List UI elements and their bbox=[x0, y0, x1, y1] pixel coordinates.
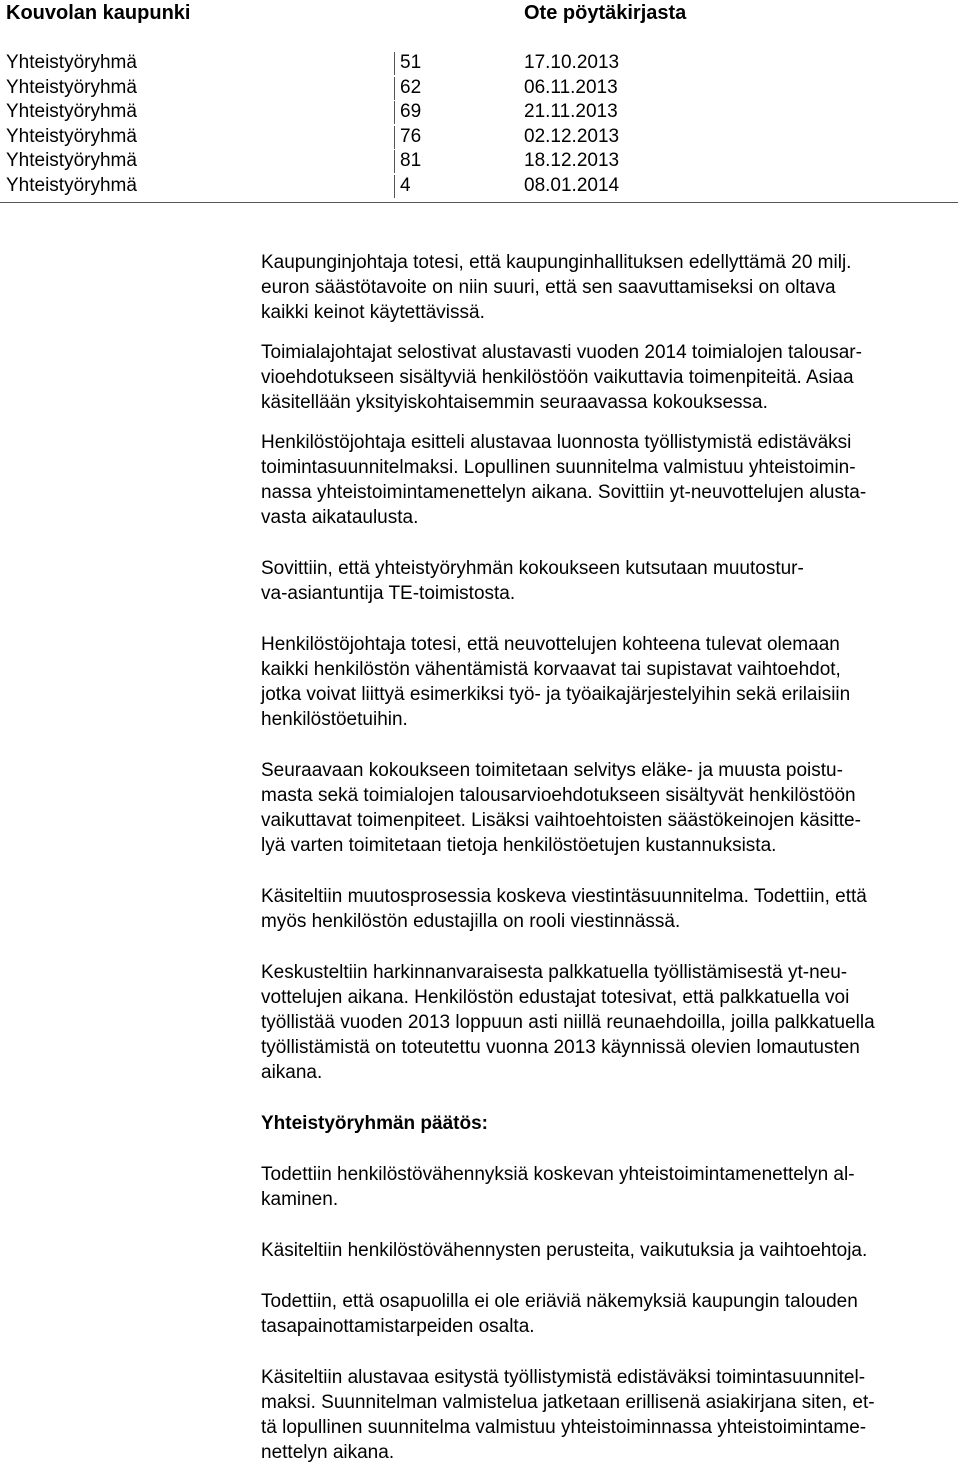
paragraph: Henkilöstöjohtaja esitteli alustavaa luonnosta työllistymistä edistäväksi toimintasuunnitelmaksi. Lopullinen suunnitelma valmistuu yhteistoimin- nassa yhteistoimintamenettelyn aikana. Sovittiin yt-neuvottelujen alusta- vasta aikataulusta. bbox=[261, 432, 867, 528]
meeting-row bbox=[0, 51, 960, 76]
meeting-number: 76 bbox=[397, 125, 421, 150]
meeting-row bbox=[0, 125, 960, 150]
meeting-date: 06.11.2013 bbox=[524, 76, 618, 98]
meeting-group: Yhteistyöryhmä bbox=[6, 76, 137, 98]
decision-paragraph: Käsiteltiin henkilöstövähennysten perusteita, vaikutuksia ja vaihtoehtoja. bbox=[261, 1240, 868, 1261]
meeting-row bbox=[0, 149, 960, 174]
meeting-list-divider bbox=[0, 202, 958, 203]
meeting-row bbox=[0, 76, 960, 101]
meeting-date: 02.12.2013 bbox=[524, 125, 620, 147]
meeting-group: Yhteistyöryhmä bbox=[6, 52, 137, 73]
meeting-date: 08.01.2014 bbox=[524, 174, 620, 196]
decision-heading: Yhteistyöryhmän päätös: bbox=[261, 1113, 488, 1134]
meeting-group: Yhteistyöryhmä bbox=[6, 125, 137, 147]
meeting-date: 18.12.2013 bbox=[524, 150, 620, 172]
minutes-body bbox=[261, 250, 960, 1465]
meeting-group: Yhteistyöryhmä bbox=[6, 101, 137, 123]
meeting-row bbox=[0, 174, 960, 199]
decision-paragraph: Todettiin henkilöstövähennyksiä koskevan yhteistoimintamenettelyn al- kaminen. bbox=[261, 1164, 855, 1210]
meeting-group: Yhteistyöryhmä bbox=[6, 174, 137, 196]
meeting-group: Yhteistyöryhmä bbox=[6, 150, 137, 172]
paragraph: Keskusteltiin harkinnanvaraisesta palkkatuella työllistämisestä yt-neu- vottelujen aikana. Henkilöstön edustajat totesivat, että palkkatuella voi työllistää vuoden 2013 loppuun asti niillä reunaehdoilla, joilla palkkatuella työllistämistä on toteutettu vuonna 2013 käynnissä olevien lomautusten aikana. bbox=[261, 962, 875, 1083]
meeting-list bbox=[0, 51, 960, 199]
meeting-date: 17.10.2013 bbox=[524, 52, 620, 73]
meeting-date: 21.11.2013 bbox=[524, 101, 618, 123]
paragraph: Sovittiin, että yhteistyöryhmän kokoukseen kutsutaan muutostur- va-asiantuntija TE-toimistosta. bbox=[261, 558, 804, 604]
meeting-number: 81 bbox=[397, 149, 421, 174]
meeting-row bbox=[0, 100, 960, 125]
organization-name: Kouvolan kaupunki bbox=[6, 2, 191, 24]
paragraph: Kaupunginjohtaja totesi, että kaupunginhallituksen edellyttämä 20 milj. euron säästötavoite on niin suuri, että sen saavuttamiseksi on oltava kaikki keinot käytettävissä. bbox=[261, 252, 852, 323]
paragraph: Henkilöstöjohtaja totesi, että neuvottelujen kohteena tulevat olemaan kaikki henkilöstön vähentämistä korvaavat tai supistavat vaihtoehdot, jotka voivat liittyä esimerkiksi työ- ja työaikajärjestelyihin sekä erilaisiin henkilöstöetuihin. bbox=[261, 634, 851, 730]
document-type: Ote pöytäkirjasta bbox=[524, 2, 687, 24]
meeting-number: 62 bbox=[397, 76, 421, 101]
decision-paragraph: Todettiin, että osapuolilla ei ole eriäviä näkemyksiä kaupungin talouden tasapainottamistarpeiden osalta. bbox=[261, 1291, 858, 1337]
decision-paragraph: Käsiteltiin alustavaa esitystä työllistymistä edistäväksi toimintasuunnitel- maksi. Suunnitelman valmistelua jatketaan erillisenä asiakirjana siten, et- tä lopullinen suunnitelma valmistuu yhteistoiminnassa yhteistoimintame- nettelyn aikana. bbox=[261, 1367, 875, 1463]
document-header bbox=[0, 0, 960, 28]
meeting-number: 4 bbox=[397, 174, 411, 199]
meeting-number: 51 bbox=[397, 51, 421, 76]
paragraph: Käsiteltiin muutosprosessia koskeva viestintäsuunnitelma. Todettiin, että myös henkilöstön edustajilla on rooli viestinnässä. bbox=[261, 886, 867, 932]
paragraph: Seuraavaan kokoukseen toimitetaan selvitys eläke- ja muusta poistu- masta sekä toimialojen talousarvioehdotukseen sisältyvät henkilöstöön vaikuttavat toimenpiteet. Lisäksi vaihtoehtoisten säästökeinojen käsitte- lyä varten toimitetaan tietoja henkilöstöetujen kustannuksista. bbox=[261, 760, 861, 856]
paragraph: Toimialajohtajat selostivat alustavasti vuoden 2014 toimialojen talousar- vioehdotukseen sisältyviä henkilöstöön vaikuttavia toimenpiteitä. Asiaa käsitellään yksityiskohtaisemmin seuraavassa kokouksessa. bbox=[261, 342, 862, 413]
meeting-number: 69 bbox=[397, 100, 421, 125]
